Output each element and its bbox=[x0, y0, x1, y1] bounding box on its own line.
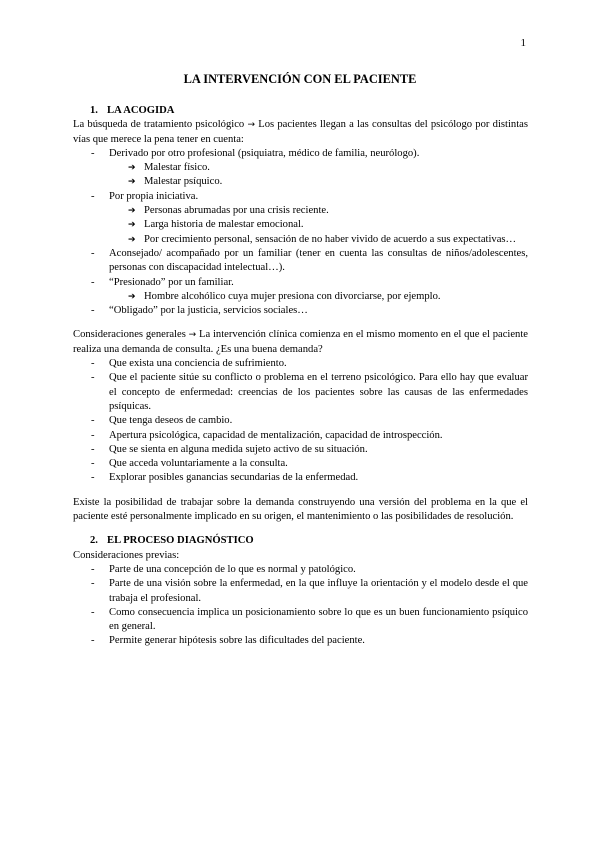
list-item bbox=[73, 276, 528, 305]
section-acogida bbox=[73, 104, 528, 649]
spacer bbox=[73, 318, 528, 328]
spacer bbox=[73, 486, 528, 496]
section-heading: 2. EL PROCESO DIAGNÓSTICO bbox=[90, 535, 254, 547]
list-item: - Que el paciente sitúe su conflicto o problema en el terreno psicológico. Para ello hay que evaluar el concepto de enfermedad: creencias de los pacientes sobre las causas de las enfermedades psíquicas. bbox=[73, 371, 528, 414]
sub-list-item: ➔ Malestar psíquico. bbox=[73, 175, 528, 189]
list-item: - Que se sienta en alguna medida sujeto activo de su situación. bbox=[73, 443, 528, 457]
section2-intro: Consideraciones previas: bbox=[73, 549, 180, 561]
referral-list bbox=[73, 147, 528, 319]
intro-lead: La búsqueda de tratamiento psicológico bbox=[73, 119, 245, 131]
sub-list bbox=[109, 161, 528, 190]
list-item: - Que acceda voluntariamente a la consulta. bbox=[73, 457, 528, 471]
list-item: - Apertura psicológica, capacidad de mentalización, capacidad de introspección. bbox=[73, 429, 528, 443]
considerations-paragraph bbox=[73, 328, 528, 357]
section-title: LA ACOGIDA bbox=[107, 105, 175, 116]
list-item-text: Derivado por otro profesional (psiquiatra, médico de familia, neurólogo). bbox=[109, 147, 420, 159]
sub-list-item: ➔ Malestar físico. bbox=[73, 161, 528, 175]
list-item bbox=[73, 190, 528, 247]
intro-paragraph bbox=[73, 118, 528, 147]
list-item-text: Por propia iniciativa. bbox=[109, 190, 199, 202]
list-item-text: “Presionado” por un familiar. bbox=[109, 276, 234, 288]
sub-list bbox=[109, 204, 528, 247]
list-item: - Que tenga deseos de cambio. bbox=[73, 414, 528, 428]
section-title: EL PROCESO DIAGNÓSTICO bbox=[107, 535, 254, 547]
considerations-lead: Consideraciones generales bbox=[73, 329, 186, 341]
document-title: LA INTERVENCIÓN CON EL PACIENTE bbox=[183, 72, 417, 86]
considerations-list bbox=[73, 357, 528, 486]
diagnostic-list bbox=[73, 563, 528, 649]
sub-list bbox=[109, 290, 528, 304]
right-arrow-icon: → bbox=[247, 120, 255, 131]
list-item bbox=[73, 147, 528, 190]
list-item: - Que exista una conciencia de sufrimiento. bbox=[73, 357, 528, 371]
considerations-text: La intervención clínica comienza en el mismo momento en el que el paciente realiza una demanda de consulta. ¿Es una buena demanda? bbox=[73, 329, 528, 355]
closing-paragraph: Existe la posibilidad de trabajar sobre la demanda construyendo una versión del problema en la que el paciente esté personalmente implicado en su origen, el mantenimiento o las posibilidades de resolución. bbox=[73, 496, 528, 523]
sub-list-item: ➔ Por crecimiento personal, sensación de no haber vivido de acuerdo a sus expectativas… bbox=[73, 233, 528, 247]
list-item-text: “Obligado” por la justicia, servicios sociales… bbox=[109, 305, 308, 317]
sub-list-item: ➔ Hombre alcohólico cuya mujer presiona con divorciarse, por ejemplo. bbox=[73, 290, 528, 304]
list-item: - Parte de una visión sobre la enfermedad, en la que influye la orientación y el modelo desde el que trabaja el profesional. bbox=[73, 577, 528, 606]
list-item bbox=[73, 304, 528, 318]
list-item: - Permite generar hipótesis sobre las dificultades del paciente. bbox=[73, 634, 528, 648]
list-item bbox=[73, 247, 528, 276]
spacer bbox=[73, 524, 528, 534]
right-arrow-icon: → bbox=[188, 330, 197, 341]
list-item: - Explorar posibles ganancias secundarias de la enfermedad. bbox=[73, 471, 528, 485]
page-number: 1 bbox=[520, 37, 526, 49]
section-heading: 1. LA ACOGIDA bbox=[90, 105, 175, 116]
list-item: - Como consecuencia implica un posicionamiento sobre lo que es un buen funcionamiento psíquico en general. bbox=[73, 606, 528, 635]
sub-list-item: ➔ Personas abrumadas por una crisis reciente. bbox=[73, 204, 528, 218]
list-item-text: Aconsejado/ acompañado por un familiar (tener en cuenta las consultas de niños/adolescentes, personas con discapacidad intelectual…). bbox=[109, 247, 528, 274]
intro-text: Los pacientes llegan a las consultas del psicólogo por distintas vías que merece la pena tener en cuenta: bbox=[73, 119, 528, 145]
list-item: - Parte de una concepción de lo que es normal y patológico. bbox=[73, 563, 528, 577]
sub-list-item: ➔ Larga historia de malestar emocional. bbox=[73, 218, 528, 232]
